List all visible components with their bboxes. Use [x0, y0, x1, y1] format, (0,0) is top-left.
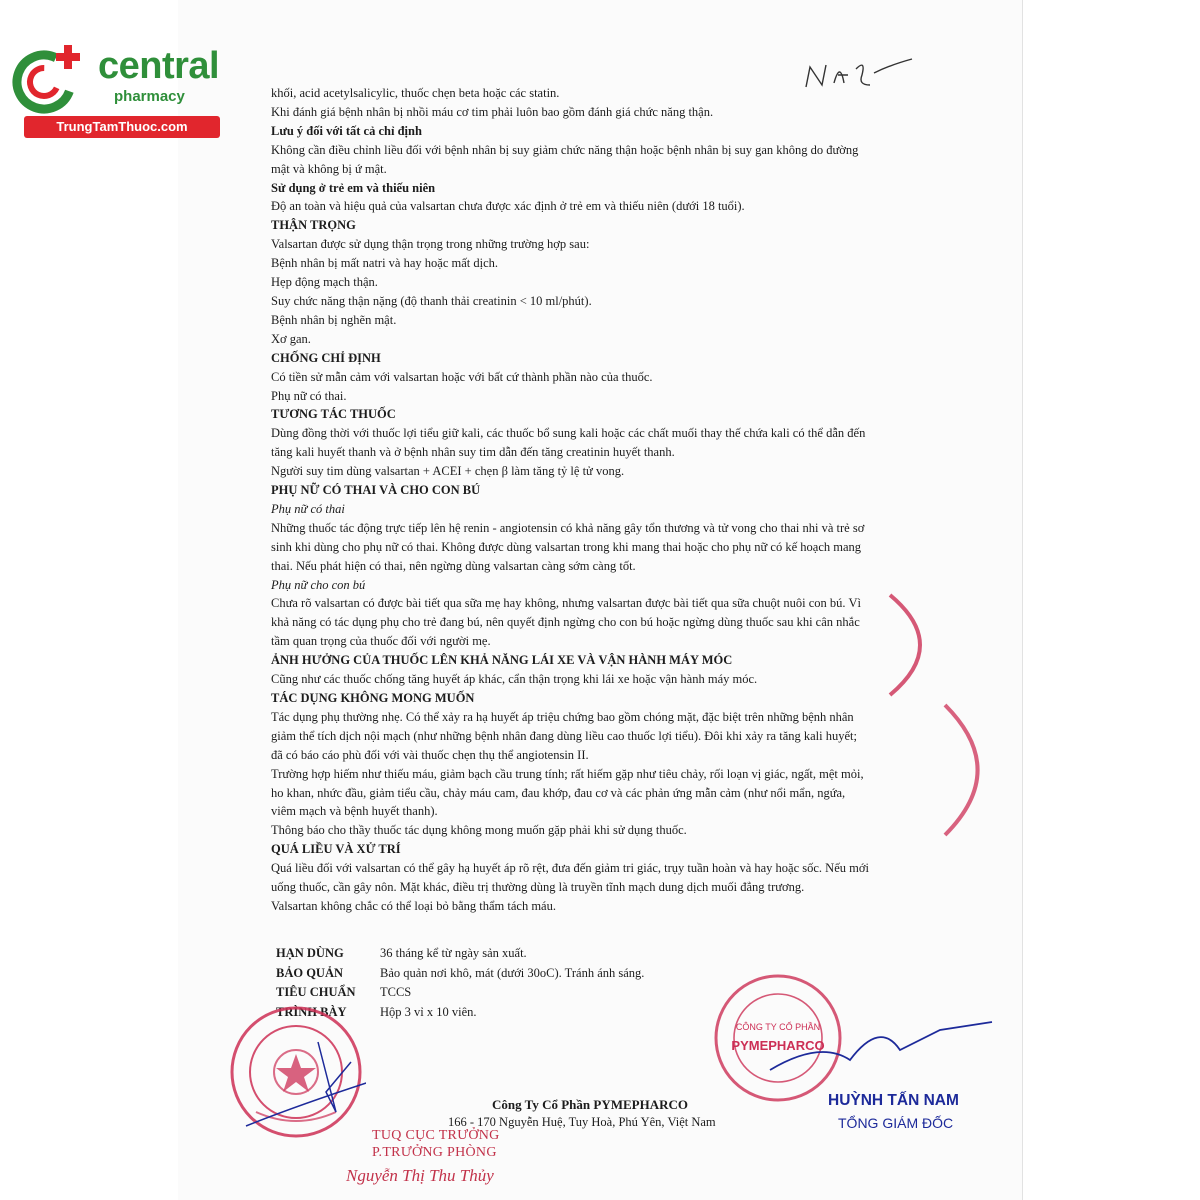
body-line: Dùng đồng thời với thuốc lợi tiểu giữ kali, các thuốc bổ sung kali hoặc các chất muối thay thế chứa kali có thể dẫn đến: [271, 426, 866, 441]
body-line: Bệnh nhân bị nghẽn mật.: [271, 312, 397, 327]
logo-url-badge[interactable]: TrungTamThuoc.com: [24, 116, 220, 138]
section-heading: THẬN TRỌNG: [271, 218, 356, 233]
body-line: Valsartan không chắc có thể loại bỏ bằng thẩm tách máu.: [271, 898, 556, 913]
body-line: viêm mạch và bệnh huyết thanh).: [271, 804, 438, 819]
pharmacy-cross-icon: [10, 42, 86, 118]
logo-name: central: [98, 45, 220, 87]
section-heading: TƯƠNG TÁC THUỐC: [271, 407, 396, 422]
leaflet-body: [271, 84, 921, 916]
footer-address: 166 - 170 Nguyễn Huệ, Tuy Hoà, Phú Yên, Việt Nam: [448, 1115, 716, 1129]
spec-row: [276, 983, 776, 1003]
body-line: Valsartan được sử dụng thận trọng trong những trường hợp sau:: [271, 237, 590, 252]
section-heading: TÁC DỤNG KHÔNG MONG MUỐN: [271, 691, 475, 705]
body-line: mật và không bị ứ mật.: [271, 161, 387, 176]
body-line: Tác dụng phụ thường nhẹ. Có thể xảy ra hạ huyết áp triệu chứng bao gồm chóng mặt, đặc biệt trên những bệnh nhân: [271, 709, 854, 724]
body-line: Bệnh nhân bị mất natri và hay hoặc mất dịch.: [271, 256, 499, 271]
body-line: Trường hợp hiếm như thiếu máu, giảm bạch cầu trung tính; rất hiếm gặp như tiêu chảy, rối loạn vị giác, ngất, mệt mỏi,: [271, 766, 864, 781]
body-line: ho khan, nhức đầu, giảm tiểu cầu, chảy máu cam, đau khớp, đau cơ và các phản ứng mẫn cảm (như nổi mẩn, ngứa,: [271, 785, 846, 800]
subsection-heading: Phụ nữ cho con bú: [271, 577, 366, 592]
body-line: Có tiền sử mẫn cảm với valsartan hoặc với bất cứ thành phần nào của thuốc.: [271, 369, 653, 384]
tuq-line-1: TUQ CỤC TRƯỞNG: [372, 1128, 500, 1143]
body-line: đã có báo cáo phù đối với vài thuốc chẹn thụ thể angiotensin II.: [271, 747, 589, 762]
spec-key: TRÌNH BÀY: [276, 1004, 347, 1019]
tuq-signature: Nguyễn Thị Thu Thủy: [346, 1166, 494, 1185]
edge-stamp-low: [940, 700, 1000, 840]
body-line: tầm quan trọng của thuốc đối với người mẹ.: [271, 634, 491, 649]
company-stamp-name: PYMEPHARCO: [731, 1038, 825, 1053]
section-heading: Lưu ý đối với tất cả chỉ định: [271, 123, 422, 138]
body-line: Thông báo cho thầy thuốc tác dụng không mong muốn gặp phải khi sử dụng thuốc.: [271, 823, 687, 838]
edge-stamp-mid: [880, 590, 940, 700]
body-line: Những thuốc tác động trực tiếp lên hệ renin - angiotensin có khả năng gây tổn thương và tử vong cho thai nhi và trẻ sơ: [271, 520, 865, 535]
body-line: sinh khi dùng cho phụ nữ có thai. Không được dùng valsartan trong khi mang thai hoặc cho phụ nữ có kế hoạch mang: [271, 539, 862, 554]
agency-stamp: [226, 1002, 366, 1142]
signer-name: HUỲNH TẤN NAM: [828, 1092, 959, 1109]
spec-value: Hộp 3 vỉ x 10 viên.: [380, 1004, 477, 1019]
section-heading: CHỐNG CHỈ ĐỊNH: [271, 350, 381, 365]
subsection-heading: Phụ nữ có thai: [271, 501, 345, 516]
spec-row: [276, 944, 776, 964]
spec-value: TCCS: [380, 985, 412, 999]
body-line: Hẹp động mạch thận.: [271, 275, 378, 290]
section-heading: Sử dụng ở trẻ em và thiếu niên: [271, 180, 436, 195]
body-line: Cũng như các thuốc chống tăng huyết áp khác, cẩn thận trọng khi lái xe hoặc vận hành máy móc.: [271, 672, 758, 687]
company-stamp-label: CÔNG TY CỔ PHẦN: [735, 1022, 821, 1032]
spec-key: BẢO QUẢN: [276, 965, 344, 980]
body-line: Chưa rõ valsartan có được bài tiết qua sữa mẹ hay không, nhưng valsartan được bài tiết qua sữa chuột nuôi con bú. Vì: [271, 596, 861, 611]
body-line: khối, acid acetylsalicylic, thuốc chẹn beta hoặc các statin.: [271, 86, 560, 100]
spec-value: 36 tháng kể từ ngày sản xuất.: [380, 946, 527, 960]
body-line: thai. Nếu phát hiện có thai, nên ngừng dùng valsartan càng sớm càng tốt.: [271, 558, 636, 573]
body-line: Phụ nữ có thai.: [271, 388, 347, 403]
body-line: Không cần điều chỉnh liều đối với bệnh nhân bị suy giảm chức năng thận hoặc bệnh nhân bị suy gan không do đường: [271, 142, 859, 157]
signer-title: TỔNG GIÁM ĐỐC: [838, 1115, 954, 1131]
body-line: khả năng có tác dụng phụ cho trẻ đang bú, nên quyết định ngừng cho con bú hoặc ngừng dùng thuốc sau khi cân nhắc: [271, 615, 860, 630]
body-line: uống thuốc, cần gây nôn. Mặt khác, điều trị thường dùng là truyền tĩnh mạch dung dịch muối đẳng trương.: [271, 880, 805, 895]
body-line: Xơ gan.: [271, 331, 311, 346]
body-line: Suy chức năng thận nặng (độ thanh thải creatinin < 10 ml/phút).: [271, 293, 592, 308]
spec-key: HẠN DÙNG: [276, 946, 344, 960]
body-line: Độ an toàn và hiệu quả của valsartan chưa được xác định ở trẻ em và thiếu niên (dưới 18 tuổi).: [271, 199, 745, 214]
section-heading: QUÁ LIỀU VÀ XỬ TRÍ: [271, 842, 401, 857]
spec-value: Bảo quản nơi khô, mát (dưới 30oC). Tránh ánh sáng.: [380, 965, 645, 980]
body-line: Người suy tim dùng valsartan + ACEI + chẹn β làm tăng tỷ lệ tử vong.: [271, 464, 625, 479]
body-line: Khi đánh giá bệnh nhân bị nhồi máu cơ tim phải luôn bao gồm đánh giá chức năng thận.: [271, 104, 714, 119]
body-line: tăng kali huyết thanh và ở bệnh nhân suy tim dẫn đến tăng creatinin huyết thanh.: [271, 445, 675, 460]
body-line: giảm thể tích dịch nội mạch (như những bệnh nhân đang dùng liều cao thuốc lợi tiểu). Đôi khi xảy ra tăng kali huyết;: [271, 728, 857, 743]
body-line: Quá liều đối với valsartan có thể gây hạ huyết áp rõ rệt, đưa đến giảm tri giác, trụy tuần hoàn và hay hoặc sốc. Nếu mới: [271, 861, 869, 876]
footer-company: Công Ty Cổ Phần PYMEPHARCO: [492, 1097, 688, 1112]
spec-row: [276, 964, 776, 984]
tuq-line-2: P.TRƯỞNG PHÒNG: [372, 1145, 497, 1160]
logo-subtitle: pharmacy: [114, 88, 185, 105]
section-heading: PHỤ NỮ CÓ THAI VÀ CHO CON BÚ: [271, 483, 481, 498]
spec-key: TIÊU CHUẨN: [276, 985, 356, 999]
director-signature: [760, 1000, 1000, 1080]
central-pharmacy-logo[interactable]: [10, 36, 220, 136]
section-heading: ẢNH HƯỞNG CỦA THUỐC LÊN KHẢ NĂNG LÁI XE VÀ VẬN HÀNH MÁY MÓC: [271, 653, 733, 668]
